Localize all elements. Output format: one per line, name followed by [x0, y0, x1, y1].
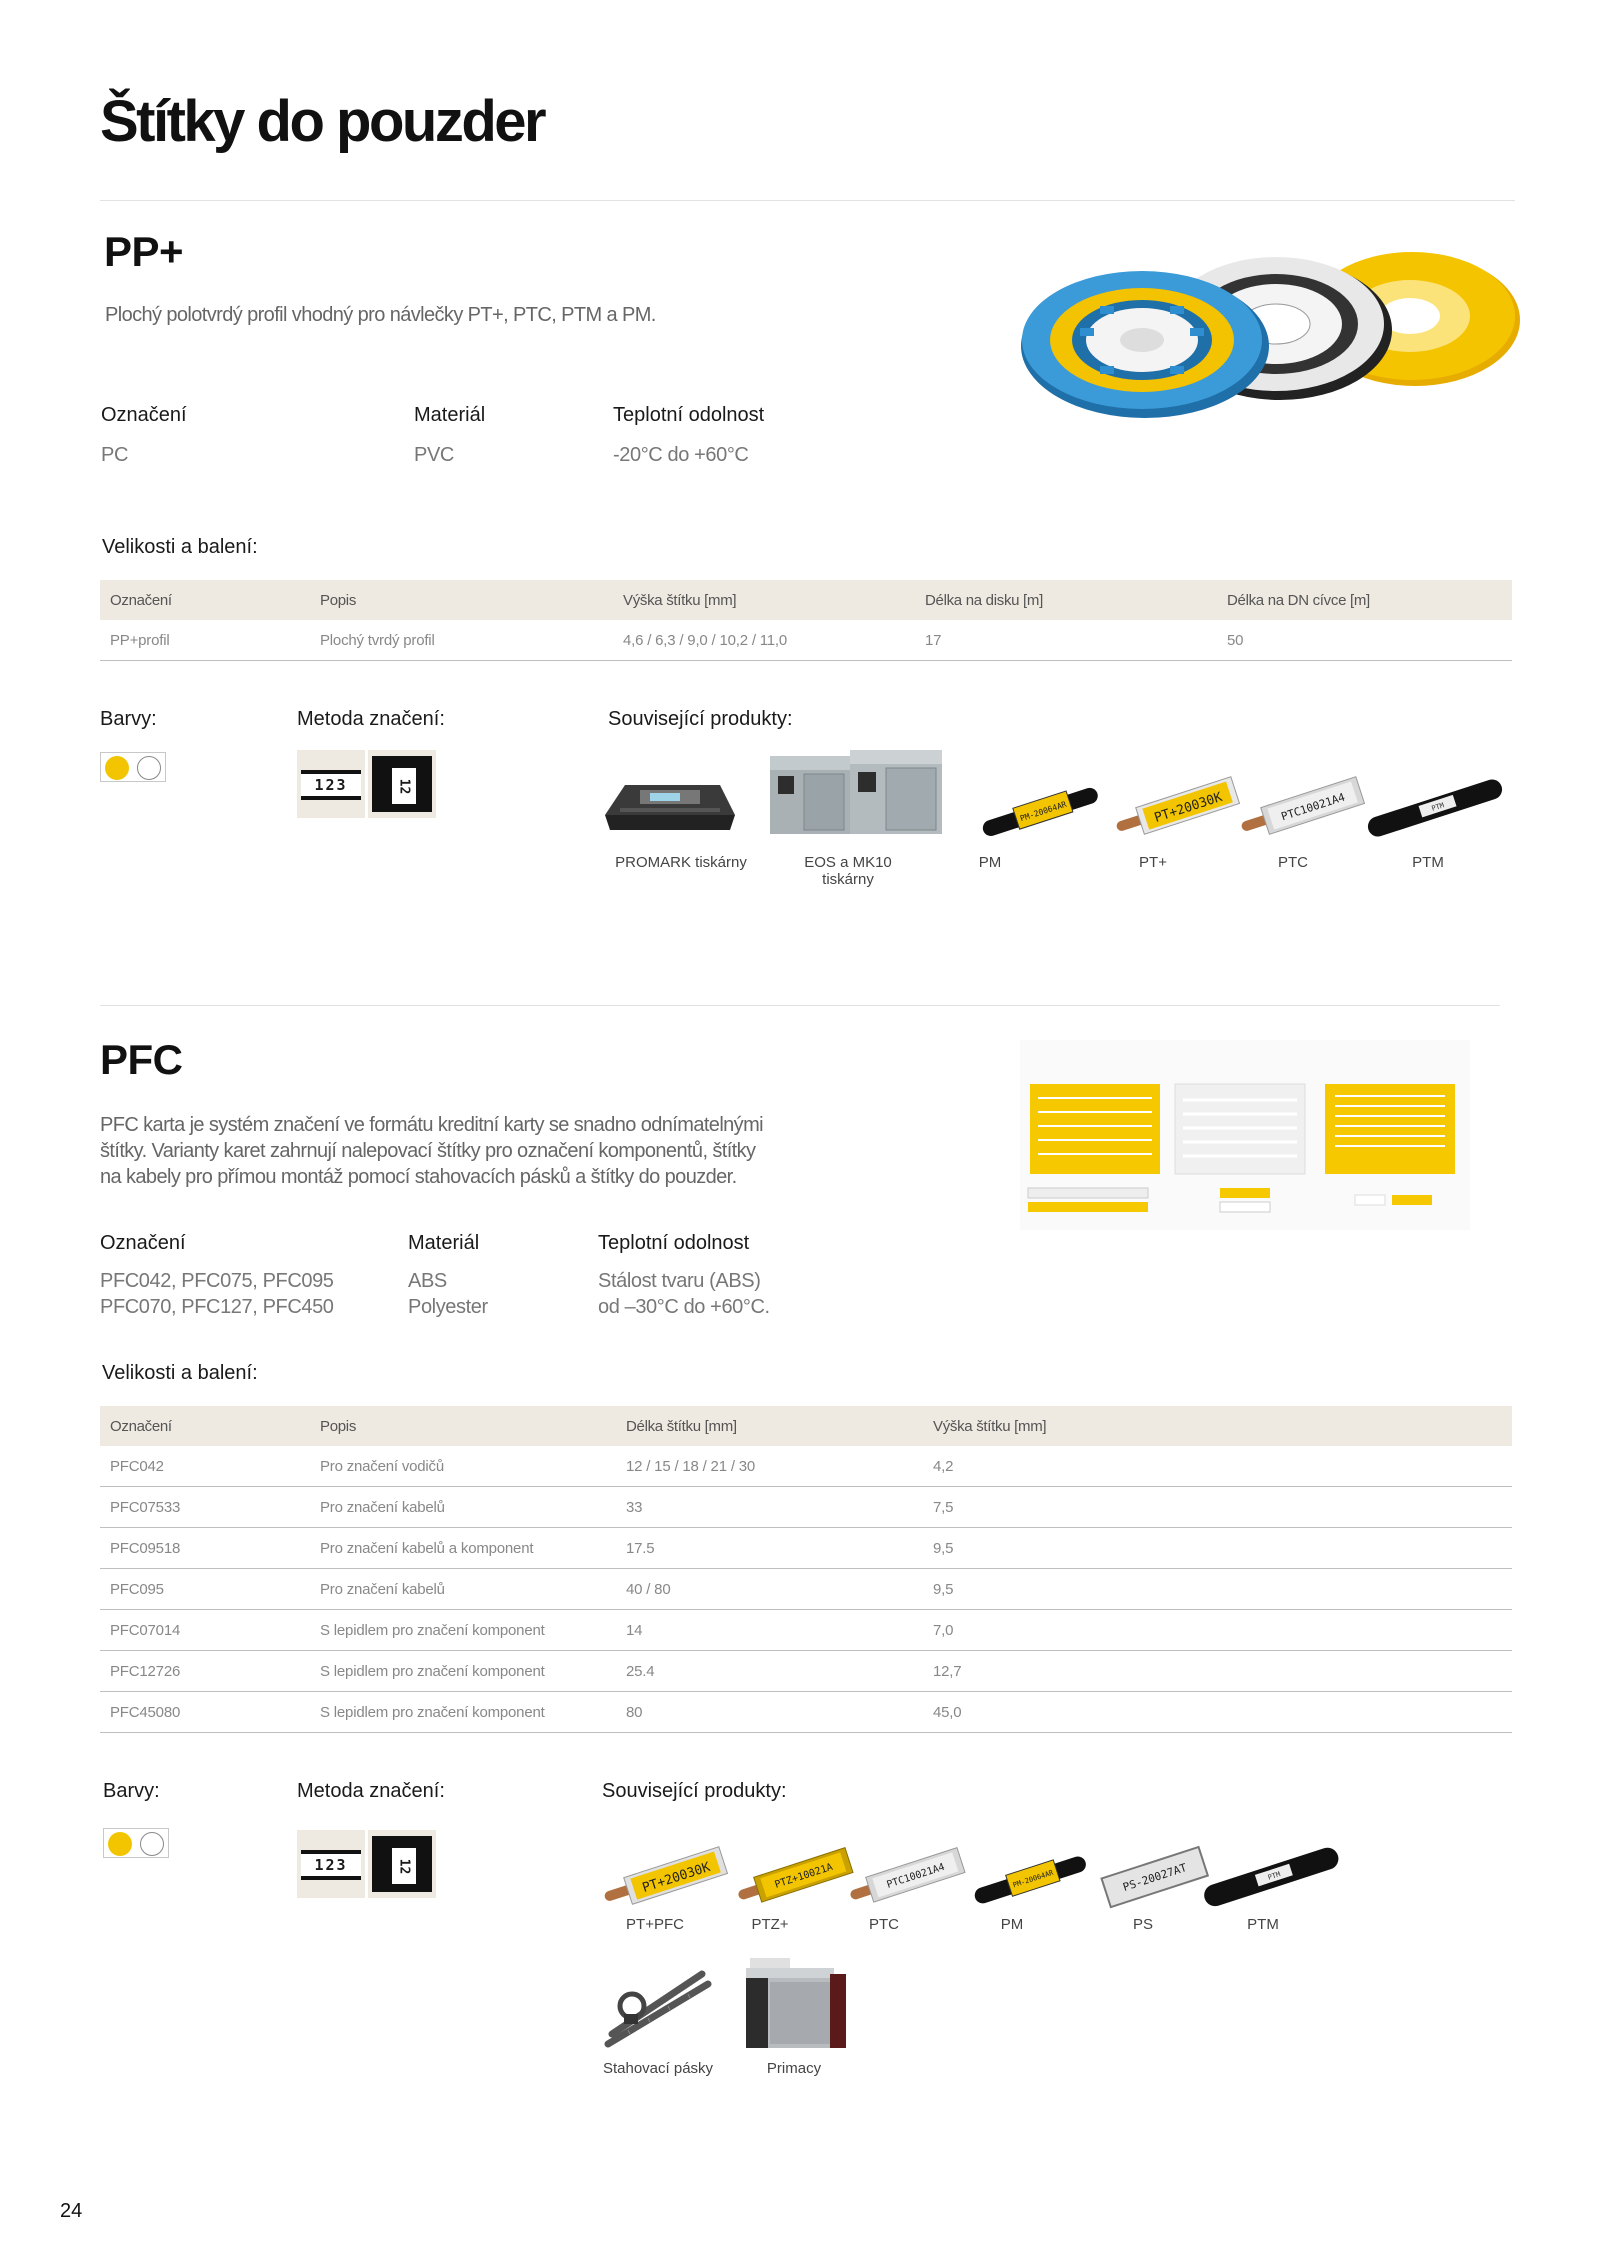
table-cell: 12,7 [923, 1651, 1512, 1692]
pfc-spec-label-temperature: Teplotní odolnost [598, 1232, 750, 1254]
ptm-sleeve-image [1360, 770, 1510, 846]
pm-sleeve-image [975, 776, 1105, 846]
table-cell: Pro značení vodičů [310, 1446, 616, 1487]
sleeve-text: PM-20064AR [1011, 1868, 1055, 1890]
ptplus-sleeve-image [1110, 770, 1250, 846]
value-line: PFC042, PFC075, PFC095 [100, 1270, 334, 1292]
sleeve-text: PT+20030K [1152, 789, 1225, 826]
table-cell: 12 / 15 / 18 / 21 / 30 [616, 1446, 923, 1487]
table-cell: PFC12726 [100, 1651, 310, 1692]
table-header-row [100, 1406, 1512, 1446]
table-cell: PFC45080 [100, 1692, 310, 1733]
page-number: 24 [60, 2200, 83, 2222]
table-cell: 4,6 / 6,3 / 9,0 / 10,2 / 11,0 [613, 620, 915, 661]
table-cell: 17 [915, 620, 1217, 661]
value-line: PFC070, PFC127, PFC450 [100, 1296, 334, 1318]
primacy-printer-image [740, 1952, 860, 2052]
table-cell: PFC095 [100, 1569, 310, 1610]
table-cell: 4,2 [923, 1446, 1512, 1487]
table-cell: S lepidlem pro značení komponent [310, 1610, 616, 1651]
table-cell: 50 [1217, 620, 1512, 661]
pfc-description [100, 1112, 763, 1190]
cable-ties-image [598, 1964, 718, 2054]
sleeve-text: PTM [1430, 801, 1446, 813]
table-header-cell: Označení [100, 580, 310, 620]
table-header-cell: Výška štítku [mm] [923, 1406, 1512, 1446]
color-swatch-yellow [105, 756, 129, 780]
related-product-label: PM [1000, 1916, 1024, 1933]
pfc-description-line: na kabely pro přímou montáž pomocí stahovacích pásků a štítky do pouzder. [100, 1166, 737, 1188]
table-cell: 25.4 [616, 1651, 923, 1692]
related-product-label: PTM [1412, 854, 1444, 871]
table-cell: 7,0 [923, 1610, 1512, 1651]
method-icon-text [297, 750, 365, 818]
pp-reels-image [1020, 248, 1520, 418]
pp-related-label: Související produkty: [608, 708, 793, 730]
pfc-cards-image [1020, 1040, 1470, 1230]
table-cell: S lepidlem pro značení komponent [310, 1651, 616, 1692]
related-product-label: Stahovací pásky [602, 2060, 714, 2077]
table-header-cell: Výška štítku [mm] [613, 580, 915, 620]
method-12-label: 12 [396, 778, 412, 794]
ptz-sleeve-image [732, 1840, 862, 1916]
method-12-block [372, 1836, 432, 1892]
table-cell: PP+profil [100, 620, 310, 661]
table-cell: PFC042 [100, 1446, 310, 1487]
table-header-cell: Délka štítku [mm] [616, 1406, 923, 1446]
divider [100, 1005, 1500, 1006]
table-cell: 17.5 [616, 1528, 923, 1569]
ptc-sleeve-image [844, 1840, 974, 1916]
method-123-label: 123 [301, 1850, 361, 1880]
pp-spec-value-material: PVC [414, 444, 454, 466]
table-row [100, 620, 1512, 661]
pp-colors-label: Barvy: [100, 708, 157, 730]
table-cell: Pro značení kabelů [310, 1487, 616, 1528]
table-row [100, 1610, 1512, 1651]
method-12-label: 12 [396, 1858, 412, 1874]
table-cell: S lepidlem pro značení komponent [310, 1692, 616, 1733]
ptm-sleeve-image [1196, 1836, 1346, 1916]
table-header-cell: Označení [100, 1406, 310, 1446]
table-cell: Plochý tvrdý profil [310, 620, 613, 661]
table-cell: Pro značení kabelů [310, 1569, 616, 1610]
method-icon-sleeve [368, 750, 436, 818]
value-line: od –30°C do +60°C. [598, 1296, 770, 1318]
related-product-label: PT+PFC [626, 1916, 684, 1933]
pm-sleeve-image [968, 1846, 1092, 1912]
table-row [100, 1651, 1512, 1692]
pfc-spec-label-material: Materiál [408, 1232, 480, 1254]
pp-sizes-table [100, 580, 1512, 661]
table-header-cell: Délka na disku [m] [915, 580, 1217, 620]
table-header-row [100, 580, 1512, 620]
table-row [100, 1692, 1512, 1733]
section-title-pp: PP+ [104, 228, 184, 275]
ptplus-pfc-sleeve-image [598, 1840, 738, 1916]
table-cell: 40 / 80 [616, 1569, 923, 1610]
sleeve-text: PTM [1266, 1870, 1282, 1882]
method-icon-sleeve [368, 1830, 436, 1898]
sleeve-text: PS-20027AT [1121, 1861, 1189, 1894]
color-swatch-white [140, 1832, 164, 1856]
related-product-label: PTZ+ [751, 1916, 789, 1933]
table-cell: Pro značení kabelů a komponent [310, 1528, 616, 1569]
pp-color-swatches [100, 752, 166, 782]
table-cell: 7,5 [923, 1487, 1512, 1528]
table-cell: PFC09518 [100, 1528, 310, 1569]
value-line: Polyester [408, 1296, 488, 1318]
related-product-label: PTC [869, 1916, 899, 1933]
color-swatch-white [137, 756, 161, 780]
pfc-spec-label-designation: Označení [100, 1232, 186, 1254]
pp-spec-label-designation: Označení [101, 404, 187, 426]
table-row [100, 1528, 1512, 1569]
table-row [100, 1487, 1512, 1528]
pp-spec-value-designation: PC [101, 444, 128, 466]
pp-spec-label-temperature: Teplotní odolnost [613, 404, 765, 426]
pp-method-label: Metoda značení: [297, 708, 445, 730]
pfc-colors-label: Barvy: [103, 1780, 160, 1802]
table-cell: 80 [616, 1692, 923, 1733]
sleeve-text: PM-20064AR [1019, 799, 1068, 824]
value-line: ABS [408, 1270, 447, 1292]
table-cell: 33 [616, 1487, 923, 1528]
divider [100, 200, 1515, 201]
sleeve-text: PT+20030K [640, 1859, 713, 1896]
table-header-cell: Popis [310, 580, 613, 620]
pp-spec-label-material: Materiál [414, 404, 486, 426]
related-product-label: Primacy [766, 2060, 822, 2077]
sleeve-text: PTC10021A4 [885, 1861, 947, 1891]
sleeve-text: PTC10021A4 [1279, 790, 1347, 824]
table-header-cell: Popis [310, 1406, 616, 1446]
related-product-label: PTC [1278, 854, 1308, 871]
related-product-label: PROMARK tiskárny [615, 854, 747, 871]
table-cell: 9,5 [923, 1528, 1512, 1569]
ptc-sleeve-image [1235, 770, 1375, 846]
method-123-label: 123 [301, 770, 361, 800]
pfc-sizes-label: Velikosti a balení: [102, 1362, 258, 1384]
pfc-description-line: štítky. Varianty karet zahrnují nalepovací štítky pro označení komponentů, štítky [100, 1140, 756, 1162]
related-product-label: PS [1132, 1916, 1153, 1933]
pp-sizes-label: Velikosti a balení: [102, 536, 258, 558]
pfc-color-swatches [103, 1828, 169, 1858]
pfc-sizes-table [100, 1406, 1512, 1733]
related-product-label: PM [978, 854, 1002, 871]
related-product-label: PTM [1247, 1916, 1279, 1933]
table-cell: PFC07014 [100, 1610, 310, 1651]
table-cell: 14 [616, 1610, 923, 1651]
section-title-pfc: PFC [100, 1036, 183, 1083]
promark-printer-image [600, 760, 740, 835]
method-12-block [372, 756, 432, 812]
table-cell: PFC07533 [100, 1487, 310, 1528]
table-cell: 45,0 [923, 1692, 1512, 1733]
pfc-related-label: Související produkty: [602, 1780, 787, 1802]
table-cell: 9,5 [923, 1569, 1512, 1610]
pfc-description-line: PFC karta je systém značení ve formátu kreditní karty se snadno odnímatelnými [100, 1114, 763, 1136]
related-product-label: EOS a MK10 tiskárny [804, 854, 892, 888]
eos-mk10-printers-image [768, 746, 948, 836]
table-row [100, 1569, 1512, 1610]
page-title: Štítky do pouzder [100, 89, 545, 154]
pp-spec-value-temperature: -20°C do +60°C [613, 444, 749, 466]
value-line: Stálost tvaru (ABS) [598, 1270, 761, 1292]
table-header-cell: Délka na DN cívce [m] [1217, 580, 1512, 620]
pfc-method-label: Metoda značení: [297, 1780, 445, 1802]
pp-description: Plochý polotvrdý profil vhodný pro návlečky PT+, PTC, PTM a PM. [105, 304, 656, 326]
method-icon-text [297, 1830, 365, 1898]
table-row [100, 1446, 1512, 1487]
pfc-spec-value-material [408, 1268, 488, 1320]
related-product-label: PT+ [1139, 854, 1167, 871]
color-swatch-yellow [108, 1832, 132, 1856]
pfc-spec-value-designation [100, 1268, 334, 1320]
pfc-spec-value-temperature [598, 1268, 770, 1320]
sleeve-text: PTZ+10021A [773, 1861, 835, 1891]
